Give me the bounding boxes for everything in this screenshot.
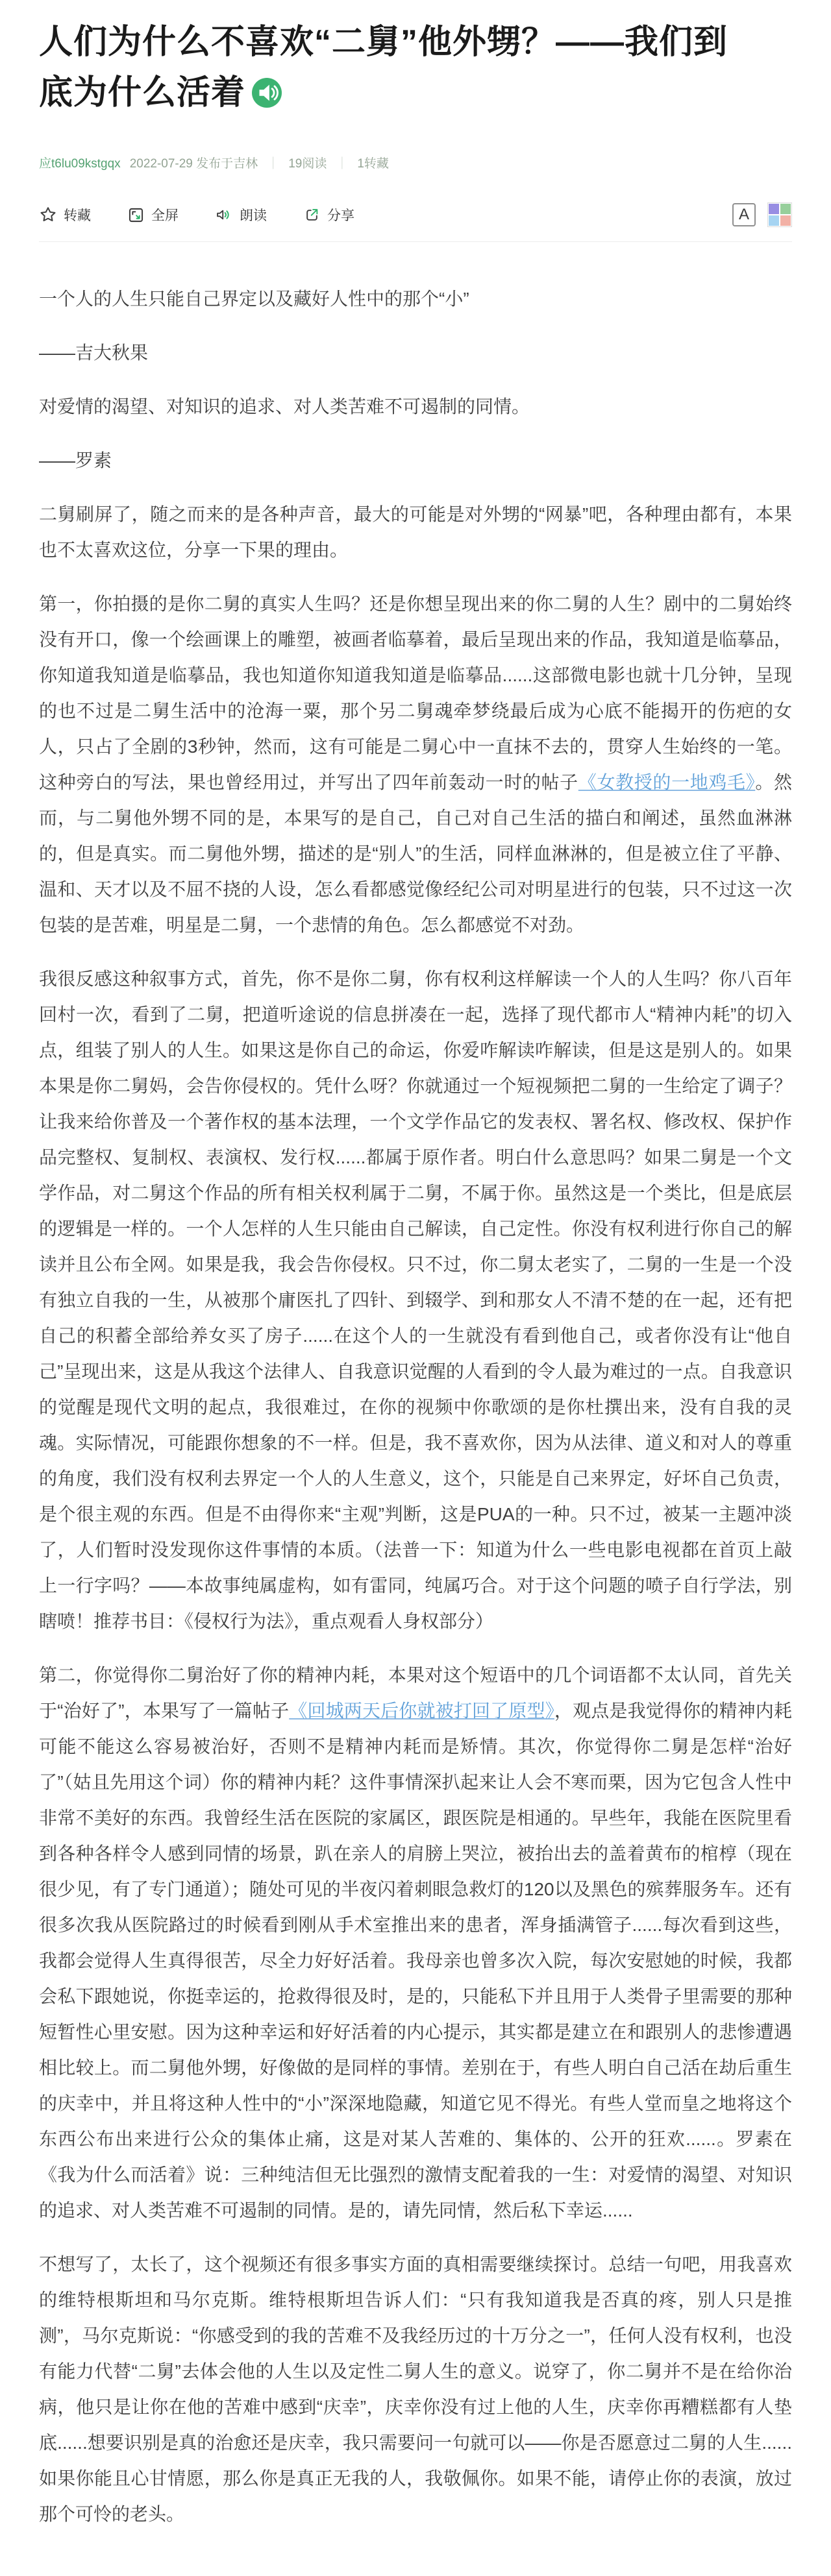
toolbar-right-group: [732, 202, 792, 227]
share-button[interactable]: [303, 205, 354, 225]
post-location: 发布于吉林: [196, 157, 258, 171]
paragraph: [39, 1657, 792, 2228]
save-count: 1转藏: [357, 157, 389, 171]
save-button[interactable]: [39, 205, 91, 225]
meta-separator: ｜: [267, 157, 280, 171]
paragraph-text: 第二，你觉得你二舅治好了你的精神内耗，本果对这个短语中的几个词语都不太认同，首先关于“治好了”，本果写了一篇帖子: [39, 1665, 792, 1721]
paragraph-text: ——吉大秋果: [39, 343, 149, 363]
paragraph: [39, 586, 792, 943]
share-button-label: 分享: [327, 208, 354, 223]
font-size-button[interactable]: A: [732, 203, 756, 226]
paragraph: [39, 335, 792, 371]
post-meta: [39, 156, 792, 173]
article-body: [39, 242, 792, 2532]
theme-color-button[interactable]: [767, 202, 792, 227]
meta-separator: ｜: [336, 157, 349, 171]
read-aloud-button[interactable]: [215, 205, 267, 225]
save-button-label: 转藏: [64, 208, 91, 223]
toolbar: [39, 202, 792, 227]
page-title: [39, 17, 760, 118]
paragraph-text: 。然而，与二舅他外甥不同的是，本果写的是自己，自己对自己生活的描白和阐述，虽然血淋淋的，但是真实。而二舅他外甥，描述的是“别人”的生活，同样血淋淋的，但是被立住了平静、温和、天才以及不屈不挠的人设，怎么看都感觉像经纪公司对明星进行的包装，只不过这一次包装的是苦难，明星是二舅，一个悲情的角色。怎么都感觉不对劲。: [39, 772, 792, 935]
inline-link[interactable]: 《女教授的一地鸡毛》: [578, 772, 756, 792]
paragraph-text: 我很反感这种叙事方式，首先，你不是你二舅，你有权利这样解读一个人的人生吗？你八百年回村一次，看到了二舅，把道听途说的信息拼凑在一起，选择了现代都市人“精神内耗”的切入点，组装了别人的人生。如果这是你自己的命运，你爱咋解读咋解读，但是这是别人的。如果本果是你二舅妈，会告你侵权的。凭什么呀？你就通过一个短视频把二舅的一生给定了调子？让我来给你普及一个著作权的基本法理，一个文学作品它的发表权、署名权、修改权、保护作品完整权、复制权、表演权、发行权......都属于原作者。明白什么意思吗？如果二舅是一个文学作品，对二舅这个作品的所有相关权利属于二舅，不属于你。虽然这是一个类比，但是底层的逻辑是一样的。一个人怎样的人生只能由自己解读，自己定性。你没有权利进行你自己的解读并且公布全网。如果是我，我会告你侵权。只不过，你二舅太老实了，二舅的一生是一个没有独立自我的一生，从被那个庸医扎了四针、到辍学、到和那女人不清不楚的在一起，还有把自己的积蓄全部给养女买了房子......在这个人的一生就没有看到他自己，或者你没有让“他自己”呈现出来，这是从我这个法律人、自我意识觉醒的人看到的令人最为难过的一点。自我意识的觉醒是现代文明的起点，我很难过，在你的视频中你歌颂的是你杜撰出来，没有自我的灵魂。实际情况，可能跟你想象的不一样。但是，我不喜欢你，因为从法律、道义和对人的尊重的角度，我们没有权利去界定一个人的人生意义，这个，只能是自己来界定，好坏自己负责，是个很主观的东西。但是不由得你来“主观”判断，这是PUA的一种。只不过，被某一主题冲淡了，人们暂时没发现你这件事情的本质。（法普一下：知道为什么一些电影电视都在首页上敲上一行字吗？——本故事纯属虚构，如有雷同，纯属巧合。对于这个问题的喷子自行学法，别瞎喷！推荐书目：《侵权行为法》，重点观看人身权部分）: [39, 969, 792, 1631]
paragraph-text: ——罗素: [39, 450, 112, 470]
star-icon: [39, 206, 57, 224]
read-aloud-button-label: 朗读: [240, 208, 267, 223]
author-link[interactable]: 应t6lu09kstgqx: [39, 157, 121, 171]
read-count: 19阅读: [288, 157, 327, 171]
paragraph: [39, 961, 792, 1639]
color-grid-icon: [780, 204, 791, 214]
page-title-text: 人们为什么不喜欢“二舅”他外甥？——我们到底为什么活着: [39, 23, 728, 112]
paragraph: [39, 281, 792, 317]
paragraph-text: 二舅刷屏了，随之而来的是各种声音，最大的可能是对外甥的“网暴”吧，各种理由都有，本果也不太喜欢这位，分享一下果的理由。: [39, 504, 792, 560]
fullscreen-icon: [127, 206, 145, 224]
audio-play-button[interactable]: [252, 78, 282, 108]
paragraph: [39, 2246, 792, 2532]
color-grid-icon: [769, 204, 779, 214]
paragraph: [39, 443, 792, 478]
speaker-wave-icon: [215, 206, 233, 224]
speaker-icon: [252, 78, 282, 108]
paragraph: [39, 496, 792, 568]
fullscreen-button[interactable]: [127, 205, 179, 225]
paragraph-text: 一个人的人生只能自己界定以及藏好人性中的那个“小”: [39, 289, 469, 309]
paragraph-text: 不想写了，太长了，这个视频还有很多事实方面的真相需要继续探讨。总结一句吧，用我喜欢的维特根斯坦和马尔克斯。维特根斯坦告诉人们：“只有我知道我是否真的疼，别人只是推测”，马尔克斯说：“你感受到的我的苦难不及我经历过的十万分之一”，任何人没有权利，也没有能力代替“二舅”去体会他的人生以及定性二舅人生的意义。说穿了，你二舅并不是在给你治病，他只是让你在他的苦难中感到“庆幸”，庆幸你没有过上他的人生，庆幸你再糟糕都有人垫底......想要识别是真的治愈还是庆幸，我只需要问一句就可以——你是否愿意过二舅的人生......如果你能且心甘情愿，那么你是真正无我的人，我敬佩你。如果不能，请停止你的表演，放过那个可怜的老头。: [39, 2254, 792, 2524]
inline-link[interactable]: 《回城两天后你就被打回了原型》: [289, 1701, 554, 1721]
paragraph-text: ，观点是我觉得你的精神内耗可能不能这么容易被治好，否则不是精神内耗而是矫情。其次，你觉得你二舅是怎样“治好了”（姑且先用这个词）你的精神内耗？这件事情深扒起来让人会不寒而栗，因为它包含人性中非常不美好的东西。我曾经生活在医院的家属区，跟医院是相通的。早些年，我能在医院里看到各种各样令人感到同情的场景，趴在亲人的肩膀上哭泣，被抬出去的盖着黄布的棺椁（现在很少见，有了专门通道）；随处可见的半夜闪着刺眼急救灯的120以及黑色的殡葬服务车。还有很多次我从医院路过的时候看到刚从手术室推出来的患者，浑身插满管子......每次看到这些，我都会觉得人生真得很苦，尽全力好好活着。我母亲也曾多次入院，每次安慰她的时候，我都会私下跟她说，你挺幸运的，抢救得很及时，是的，只能私下并且用于人类骨子里需要的那种短暂性心里安慰。因为这种幸运和好好活着的内心提示，其实都是建立在和跟别人的悲惨遭遇相比较上。而二舅他外甥，好像做的是同样的事情。差别在于，有些人明白自己活在劫后重生的庆幸中，并且将这种人性中的“小”深深地隐藏，知道它见不得光。有些人堂而皇之地将这个东西公布出来进行公众的集体止痛，这是对某人苦难的、集体的、公开的狂欢......。罗素在《我为什么而活着》说：三种纯洁但无比强烈的激情支配着我的一生：对爱情的渴望、对知识的追求、对人类苦难不可遏制的同情。是的，请先同情，然后私下幸运......: [39, 1701, 792, 2220]
paragraph: [39, 389, 792, 424]
paragraph-text: 第一，你拍摄的是你二舅的真实人生吗？还是你想呈现出来的你二舅的人生？剧中的二舅始终没有开口，像一个绘画课上的雕塑，被画者临摹着，最后呈现出来的作品，我知道是临摹品，你知道我知道是临摹品，我也知道你知道我知道是临摹品......这部微电影也就十几分钟，呈现的也不过是二舅生活中的沧海一粟，那个另二舅魂牵梦绕最后成为心底不能揭开的伤疤的女人，只占了全剧的3秒钟，然而，这有可能是二舅心中一直抹不去的，贯穿人生始终的一笔。这种旁白的写法，果也曾经用过，并写出了四年前轰动一时的帖子: [39, 594, 792, 792]
share-icon: [303, 206, 321, 224]
color-grid-icon: [780, 215, 791, 226]
paragraph-text: 对爱情的渴望、对知识的追求、对人类苦难不可遏制的同情。: [39, 396, 530, 417]
fullscreen-button-label: 全屏: [151, 208, 179, 223]
color-grid-icon: [769, 215, 779, 226]
post-date: 2022-07-29: [129, 157, 193, 171]
